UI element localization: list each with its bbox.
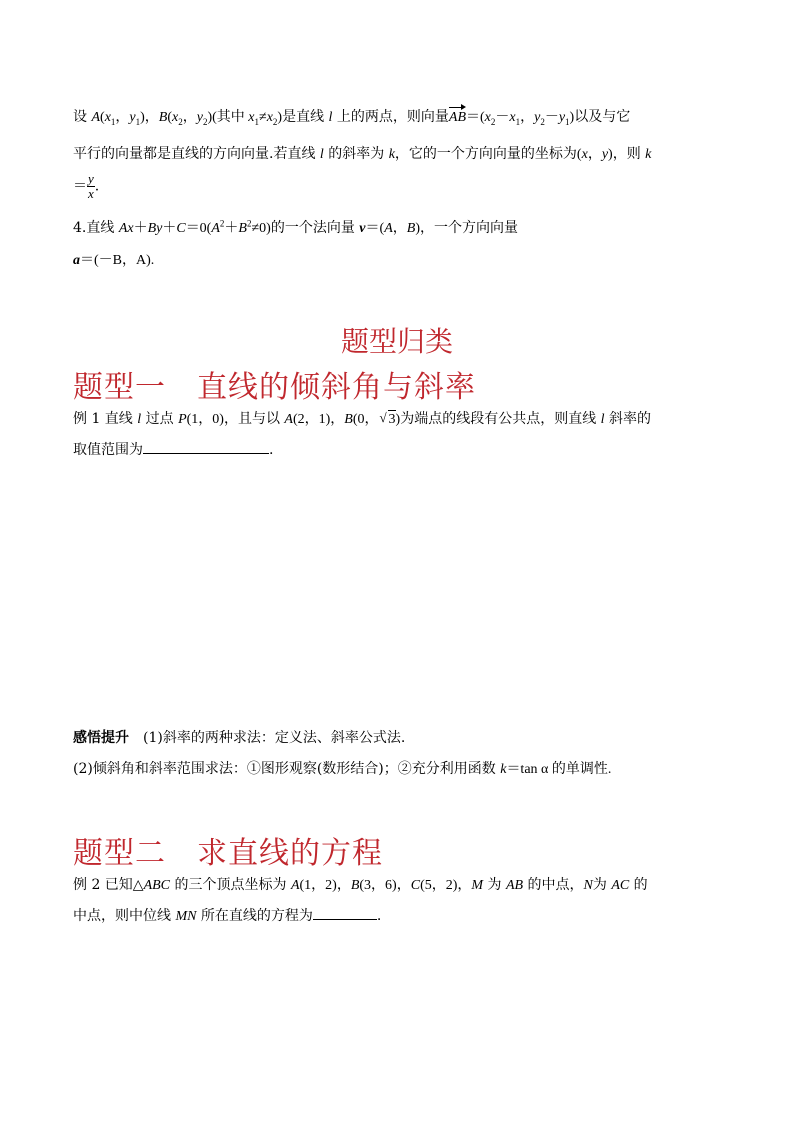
- text: y: [88, 171, 94, 186]
- text: 的: [629, 877, 648, 893]
- text: ＝: [73, 178, 87, 195]
- item-4-line-2: a＝(－B，A).: [73, 253, 155, 268]
- text: 取值范围为: [73, 442, 143, 458]
- fraction-y-over-x: [87, 172, 95, 201]
- text: 的中点，: [523, 877, 584, 893]
- text: 中点，则中位线: [73, 908, 176, 924]
- text: 平行的向量都是直线的方向向量.若直线: [73, 146, 320, 162]
- insight-line-1: [73, 729, 721, 747]
- text: 例 2 已知△: [73, 877, 144, 893]
- text: ，它的一个方向向量的坐标为: [394, 146, 577, 162]
- text: 是直线: [282, 109, 329, 125]
- type-1-title: 题型一 直线的倾斜角与斜率: [73, 370, 476, 405]
- text: 过点: [141, 411, 179, 427]
- insight-line-2: (2)倾斜角和斜率范围求法：①图形观察(数形结合)；②充分利用函数 k＝tan α 的单调性.: [73, 761, 612, 777]
- text: ＝tan α 的单调性.: [506, 762, 612, 777]
- text: .: [376, 908, 382, 924]
- vector-ab: AB: [448, 110, 466, 125]
- answer-blank[interactable]: [313, 907, 377, 920]
- text: 设: [73, 109, 92, 125]
- item-4-line-1: 4.直线 $Ax+By+C=0(A^2+B^2\ne 0)$的一个法向量 v＝(A，B)，一个方向向量: [73, 218, 518, 236]
- text: 所在直线的方程为: [196, 908, 313, 924]
- text: (2)倾斜角和斜率范围求法：①图形观察(数形结合)；②充分利用函数: [73, 761, 501, 777]
- example-2-line-1: 例 2 已知△ABC 的三个顶点坐标为 A(1，2)，B(3，6)，C(5，2)，M 为 AB 的中点，N为 AC 的: [73, 877, 648, 893]
- intro-line-1: 设 $A(x_1$，$y_1$)，$B(x_2$，$y_2$)(其中 $x_1\ne x_2$)是直线 l 上的两点，则向量$AB=(x_2-x_1$，$y_2-y_1$)以及与它: [73, 109, 631, 127]
- text: ，一个方向向量: [419, 220, 518, 236]
- text: .: [269, 442, 274, 458]
- text: 的一个法向量: [270, 220, 360, 236]
- text: 斜率的: [604, 411, 651, 427]
- answer-blank[interactable]: [143, 441, 269, 454]
- example-1-line-2: [73, 441, 721, 459]
- intro-line-3: [73, 172, 721, 201]
- text: .: [94, 178, 100, 195]
- text: x: [88, 186, 94, 201]
- text: 的三个顶点坐标为: [170, 877, 291, 893]
- text: 上的两点，则向量: [332, 109, 449, 125]
- text: 4.直线: [73, 220, 119, 236]
- sqrt-3: √ 3: [388, 410, 396, 429]
- example-2-line-2: 中点，则中位线 MN 所在直线的方程为 .: [73, 908, 382, 924]
- type-2-title: 题型二 求直线的方程: [73, 836, 383, 871]
- insight-label: 感悟提升: [73, 730, 129, 746]
- intro-line-2: 平行的向量都是直线的方向向量.若直线 l 的斜率为 k，它的一个方向向量的坐标为(x，y)，则 k: [73, 146, 652, 162]
- text: 以及与它: [574, 109, 631, 125]
- text: ＝(－B，A).: [80, 253, 155, 268]
- text: 为: [483, 877, 506, 893]
- text: 例 1 直线: [73, 411, 138, 427]
- text: 为端点的线段有公共点，则直线: [400, 411, 601, 427]
- text: 为: [592, 877, 612, 893]
- text: ，则: [612, 146, 646, 162]
- text: ，: [457, 877, 472, 893]
- text: ，且与以: [223, 411, 285, 427]
- section-heading: 题型归类: [340, 325, 453, 358]
- text: 的斜率为: [323, 146, 389, 162]
- example-1-line-1: 例 1 直线 l 过点 P(1，0)，且与以 A(2，1)，B(0，√ 3)为端点的线段有公共点，则直线 l 斜率的: [73, 410, 721, 429]
- text: (1)斜率的两种求法：定义法、斜率公式法.: [129, 730, 406, 746]
